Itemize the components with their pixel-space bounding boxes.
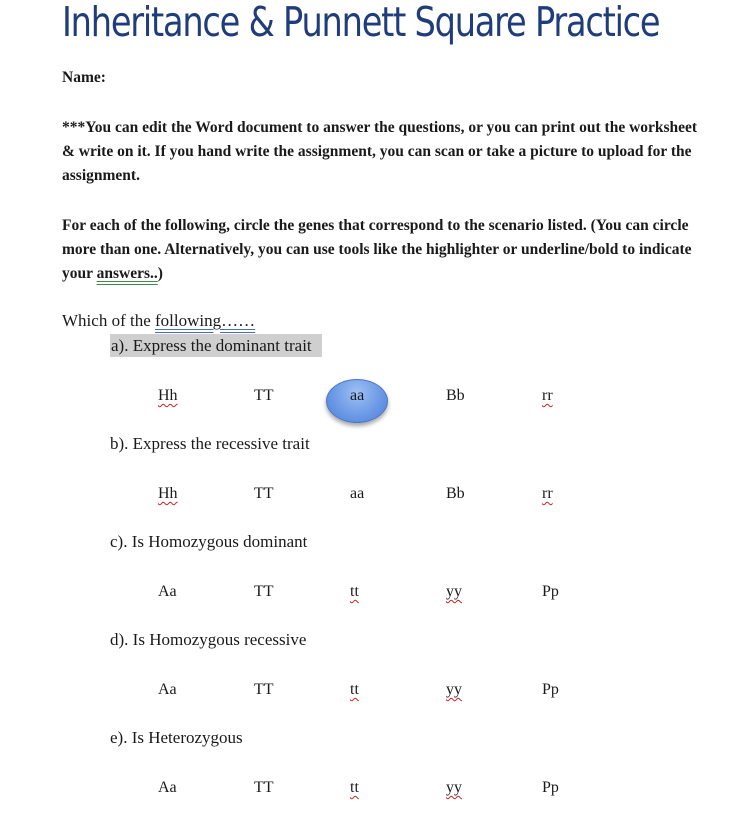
gene-option-e-5[interactable]: Pp (542, 779, 559, 796)
gene-option-e-2[interactable]: TT (254, 779, 274, 796)
highlighted-question-text: a). Express the dominant trait (110, 334, 322, 357)
question-b-label: b). Express the recessive trait (110, 434, 310, 453)
gene-option-d-5[interactable]: Pp (542, 681, 559, 698)
gene-option-c-4[interactable]: yy (446, 583, 462, 600)
gene-option-b-5[interactable]: rr (542, 485, 553, 502)
question-a-label (110, 336, 322, 356)
gene-option-a-4[interactable]: Bb (446, 387, 465, 404)
gene-option-c-5[interactable]: Pp (542, 583, 559, 600)
page-title: Inheritance & Punnett Square Practice (62, 0, 660, 46)
gene-option-b-3[interactable]: aa (350, 485, 365, 502)
question-c-label: c). Is Homozygous dominant (110, 532, 308, 551)
instructions-paragraph (62, 214, 702, 286)
instructions-close-paren: ) (157, 265, 163, 282)
gene-option-e-3[interactable]: tt (350, 779, 359, 796)
prompt-text: Which of the (62, 311, 155, 330)
gene-option-e-4[interactable]: yy (446, 779, 462, 796)
gene-option-d-4[interactable]: yy (446, 681, 462, 698)
gene-option-e-1[interactable]: Aa (158, 779, 177, 796)
gene-option-a-3[interactable]: aa (350, 387, 365, 404)
gene-option-d-1[interactable]: Aa (158, 681, 177, 698)
gene-option-c-3[interactable]: tt (350, 583, 359, 600)
note-paragraph: ***You can edit the Word document to answer the questions, or you can print out the worksheet & write on it. If you hand write the assignment, you can scan or take a picture to upload for the assignment. (62, 119, 698, 184)
question-prompt (62, 311, 255, 331)
name-label: Name: (62, 69, 106, 86)
gene-option-c-1[interactable]: Aa (158, 583, 177, 600)
question-d-label: d). Is Homozygous recessive (110, 630, 307, 649)
gene-option-a-1[interactable]: Hh (158, 387, 178, 404)
question-e-label: e). Is Heterozygous (110, 728, 243, 747)
prompt-following-word: following…… (155, 311, 256, 330)
gene-option-b-1[interactable]: Hh (158, 485, 178, 502)
gene-option-b-2[interactable]: TT (254, 485, 274, 502)
instructions-text: For each of the following, circle the genes that correspond to the scenario listed. (You can circle more than one. Alternatively, you can use tools like the highlighter or underline/bold to indicate your (62, 217, 692, 282)
gene-option-d-3[interactable]: tt (350, 681, 359, 698)
gene-option-d-2[interactable]: TT (254, 681, 274, 698)
gene-option-a-5[interactable]: rr (542, 387, 553, 404)
instructions-answers-word: answers.. (96, 265, 158, 282)
gene-option-a-2[interactable]: TT (254, 387, 274, 404)
gene-option-b-4[interactable]: Bb (446, 485, 465, 502)
gene-option-c-2[interactable]: TT (254, 583, 274, 600)
